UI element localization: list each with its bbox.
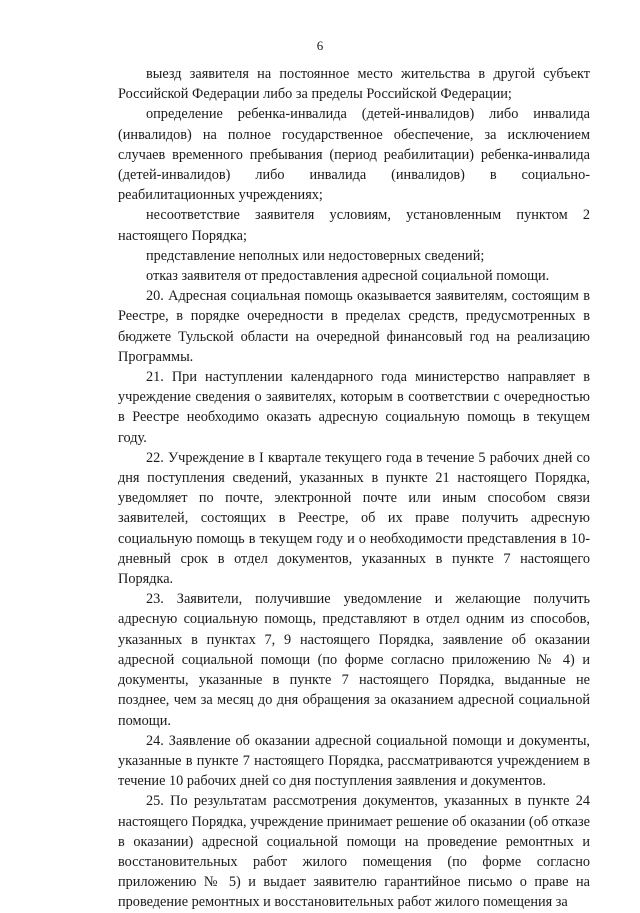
paragraph-incomplete-info: представление неполных или недостоверных сведений; [146, 247, 485, 264]
paragraph-item-20: 20. Адресная социальная помощь оказывается заявителям, состоящим в Реестре, в порядке очередности в пределах средств, предусмотренных в бюджете Тульской области на очередной финансовый год на реализацию Программы. [118, 288, 590, 365]
paragraph-refusal: отказ заявителя от предоставления адресной социальной помощи. [146, 268, 550, 285]
document-body [118, 64, 590, 913]
paragraph-nonconformity: несоответствие заявителя условиям, установленным пунктом 2 настоящего Порядка; [118, 207, 590, 244]
paragraph-item-21: 21. При наступлении календарного года министерство направляет в учреждение сведения о заявителях, которым в соответствии с очередностью в Реестре необходимо оказать адресную социальную помощь в текущем году. [118, 369, 590, 446]
paragraph-item-23: 23. Заявители, получившие уведомление и желающие получить адресную социальную помощь, представляют в отдел одним из способов, указанных в пунктах 7, 9 настоящего Порядка, заявление об оказании адресной социальной помощи (по форме согласно приложению № 4) и документы, указанные в пункте 7 настоящего Порядка, выданные не позднее, чем за месяц до дня обращения за оказанием адресной социальной помощи. [118, 591, 590, 729]
page-number: 6 [316, 38, 324, 53]
paragraph-relocation: выезд заявителя на постоянное место жительства в другой субъект Российской Федерации либо за пределы Российской Федерации; [118, 66, 590, 103]
paragraph-state-care: определение ребенка-инвалида (детей-инвалидов) либо инвалида (инвалидов) на полное государственное обеспечение, за исключением случаев временного пребывания (период реабилитации) ребенка-инвалида (детей-инвалидов) либо инвалида (инвалидов) в социально-реабилитационных учреждениях; [118, 106, 590, 204]
paragraph-item-22: 22. Учреждение в I квартале текущего года в течение 5 рабочих дней со дня поступления сведений, указанных в пункте 21 настоящего Порядка, уведомляет по почте, электронной почте или иным способом связи заявителей, состоящих в Реестре, об их праве получить адресную социальную помощь в текущем году и о необходимости представления в 10-дневный срок в отдел документов, указанных в пункте 7 настоящего Порядка. [118, 449, 590, 588]
paragraph-item-25: 25. По результатам рассмотрения документов, указанных в пункте 24 настоящего Порядка, учреждение принимает решение об оказании (об отказе в оказании) адресной социальной помощи на проведение ремонтных и восстановительных работ жилого помещения (по форме согласно приложению № 5) и выдает заявителю гарантийное письмо о праве на проведение ремонтных и восстановительных работ жилого помещения за [118, 793, 590, 911]
paragraph-item-24: 24. Заявление об оказании адресной социальной помощи и документы, указанные в пункте 7 настоящего Порядка, рассматриваются учреждением в течение 10 рабочих дней со дня поступления заявления и документов. [118, 732, 590, 790]
